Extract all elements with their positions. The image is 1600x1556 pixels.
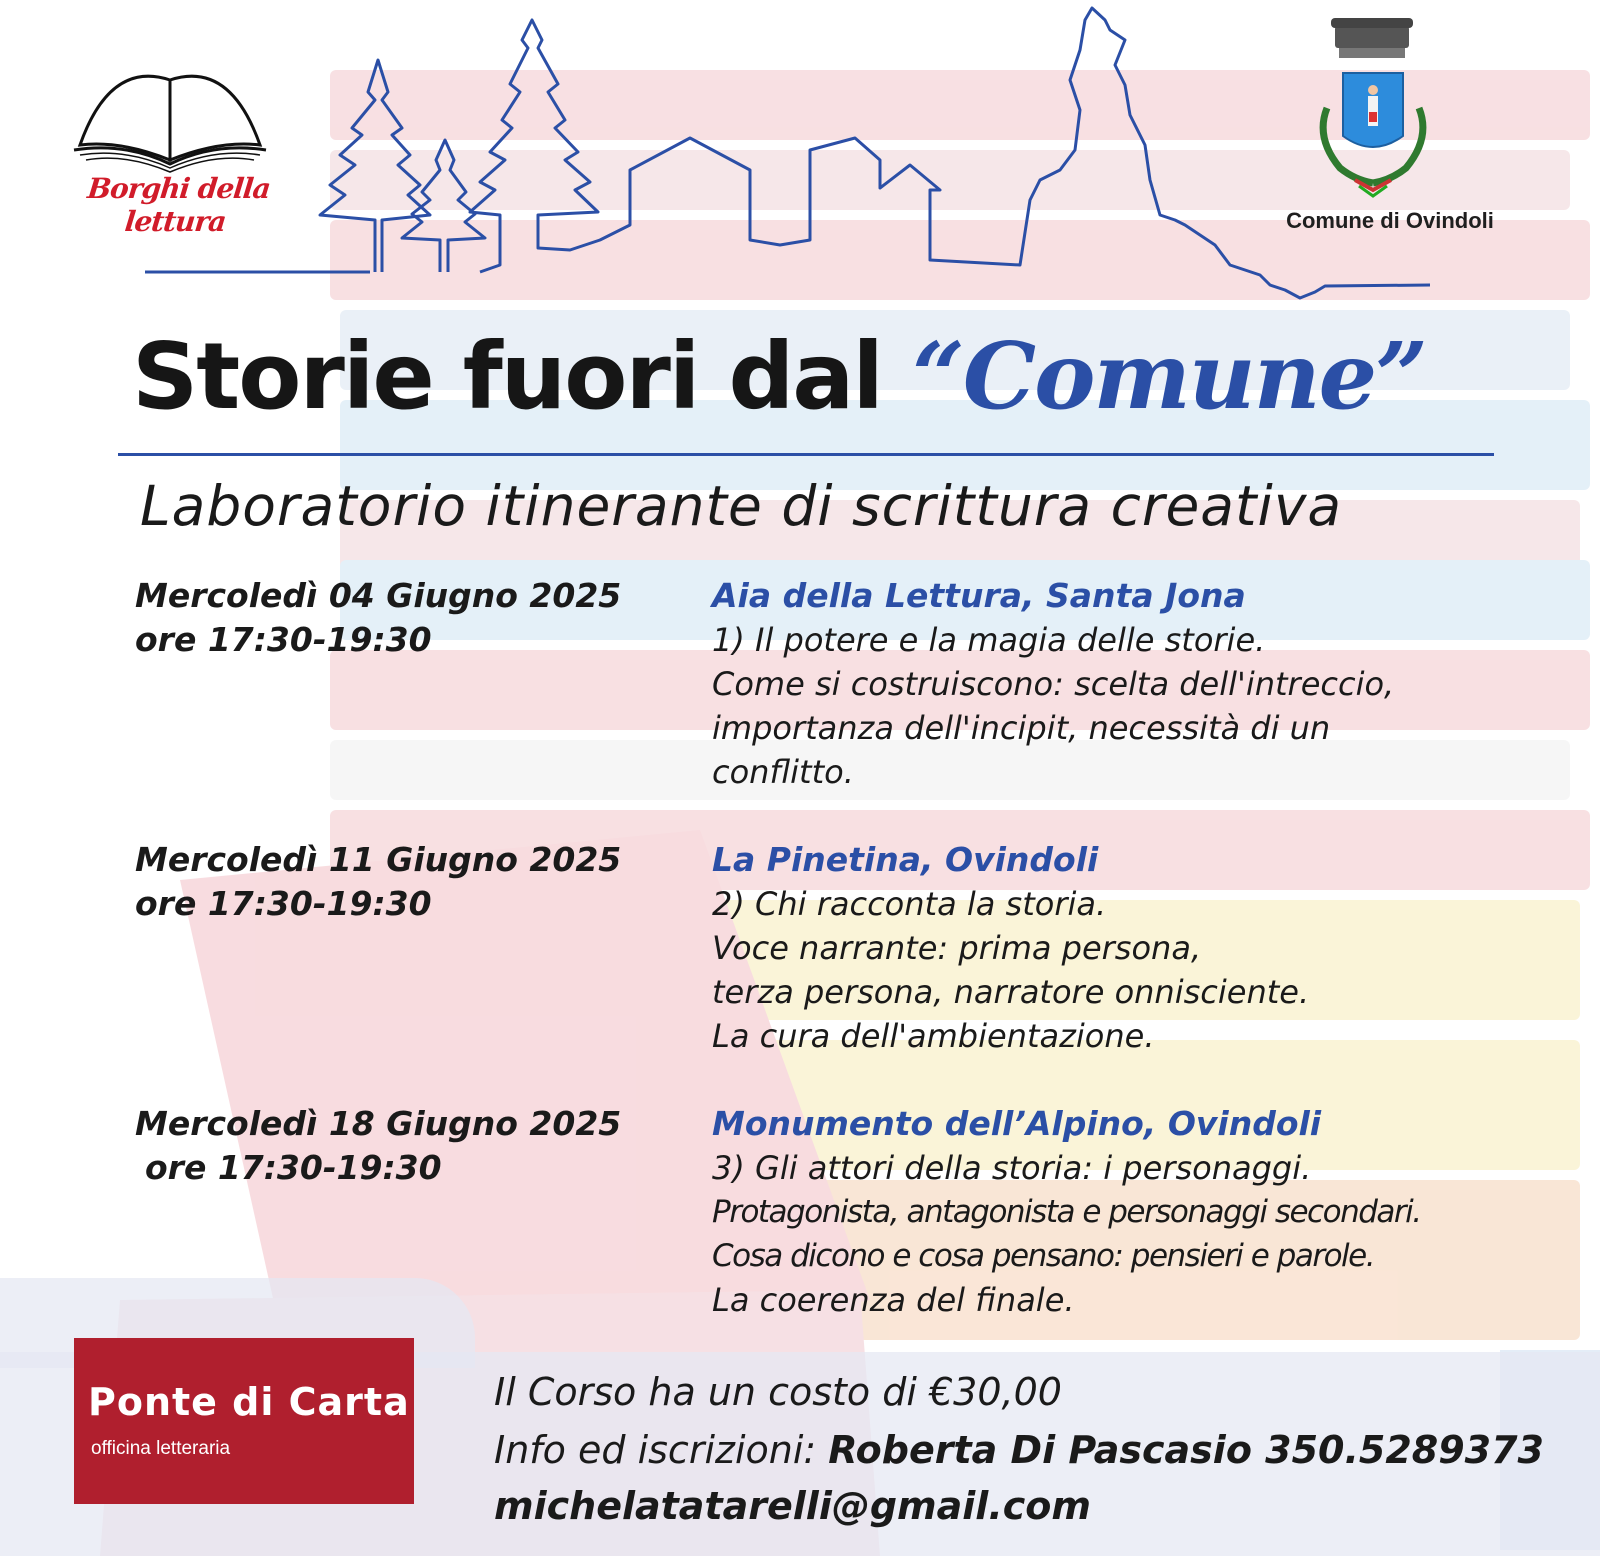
session-date — [135, 574, 621, 662]
session-place: La Pinetina, Ovindoli — [712, 840, 1099, 879]
course-cost: Il Corso ha un costo di €30,00 — [494, 1370, 1062, 1414]
info-line — [494, 1428, 1544, 1472]
session-date — [135, 838, 621, 926]
info-label: Info ed iscrizioni: — [494, 1428, 817, 1472]
session-line: conflitto. — [712, 753, 854, 791]
session-line: Protagonista, antagonista e personaggi secondari. — [712, 1194, 1421, 1230]
session-date-label: Mercoledì 11 Giugno 2025 — [135, 840, 622, 879]
title-highlight: “Comune” — [911, 322, 1427, 430]
info-contact: Roberta Di Pascasio 350.5289373 — [828, 1428, 1544, 1472]
ponte-brand-sub: officina letteraria — [91, 1438, 231, 1459]
session-line: importanza dell'incipit, necessità di un — [712, 709, 1331, 747]
session-detail — [712, 574, 1592, 794]
ponte-di-carta-logo — [74, 1338, 414, 1504]
session-line: La coerenza del finale. — [712, 1281, 1075, 1319]
session-date — [135, 1102, 621, 1190]
session-line: 1) Il potere e la magia delle storie. — [712, 621, 1266, 659]
subtitle: Laboratorio itinerante di scrittura creativa — [140, 474, 1343, 538]
session-time: ore 17:30-19:30 — [135, 620, 432, 659]
session-detail — [712, 838, 1592, 1058]
village-skyline-icon — [140, 0, 1460, 320]
title-divider — [118, 453, 1494, 456]
session-place: Monumento dell’Alpino, Ovindoli — [712, 1104, 1322, 1143]
contact-email[interactable]: michelatatarelli@gmail.com — [494, 1484, 1091, 1528]
comune-label: Comune di Ovindoli — [1286, 208, 1494, 233]
session-line: 3) Gli attori della storia: i personaggi. — [712, 1149, 1312, 1187]
session-date-label: Mercoledì 18 Giugno 2025 — [135, 1104, 622, 1143]
borghi-logo-text: Borghi della lettura — [85, 172, 272, 238]
session-detail — [712, 1102, 1592, 1322]
session-time: ore 17:30-19:30 — [145, 1148, 442, 1187]
session-line: 2) Chi racconta la storia. — [712, 885, 1107, 923]
session-line: Cosa dicono e cosa pensano: pensieri e parole. — [712, 1238, 1375, 1274]
title-main: Storie fuori dal — [132, 323, 882, 430]
session-line: Come si costruiscono: scelta dell'intreccio, — [712, 665, 1395, 703]
session-place: Aia della Lettura, Santa Jona — [712, 576, 1246, 615]
session-date-label: Mercoledì 04 Giugno 2025 — [135, 576, 622, 615]
session-line: terza persona, narratore onnisciente. — [712, 973, 1310, 1011]
session-time: ore 17:30-19:30 — [135, 884, 432, 923]
ponte-brand-name: Ponte di Carta — [88, 1380, 410, 1424]
municipal-crest-icon — [1315, 18, 1465, 203]
page-title — [132, 322, 1426, 430]
session-line: La cura dell'ambientazione. — [712, 1017, 1155, 1055]
session-line: Voce narrante: prima persona, — [712, 929, 1202, 967]
